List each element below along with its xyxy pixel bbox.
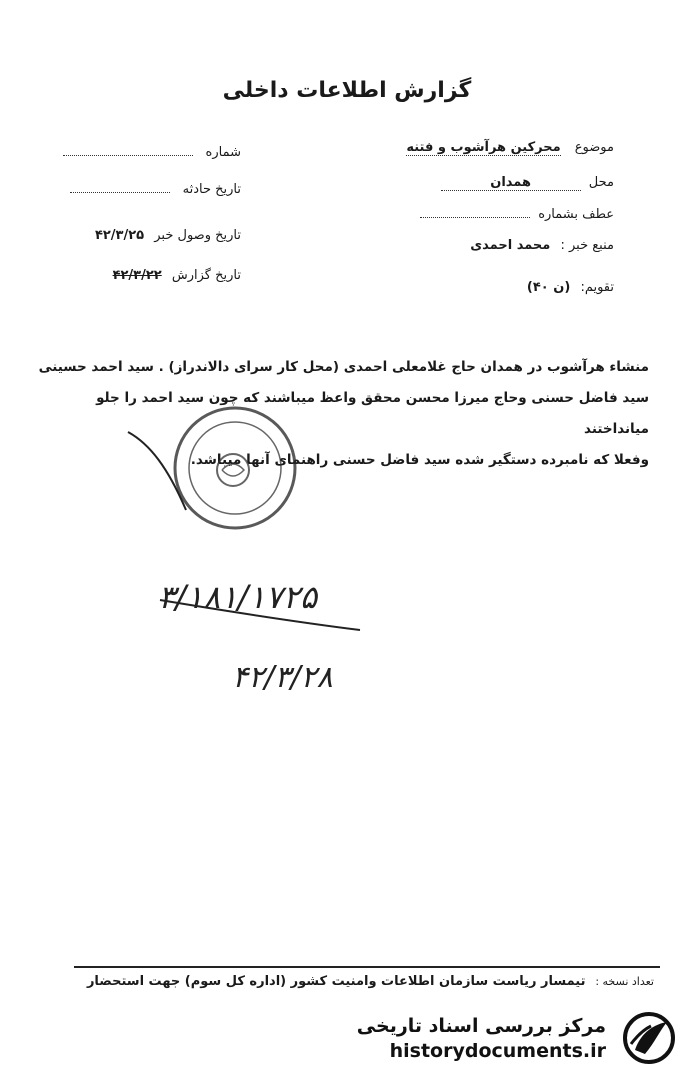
body-line: سید فاضل حسنی وحاج میرزا محسن محقق واعظ میباشند که چون سید احمد را جلو میانداختند	[96, 390, 649, 437]
calendar-value: (ن ۴۰)	[526, 280, 571, 295]
handwritten-date: ۴۲/۳/۲۸	[232, 660, 333, 695]
subject-value: محرکین هرآشوب و فتنه	[406, 140, 561, 155]
place-value: همدان	[441, 175, 581, 191]
report-date-value: ۴۲/۳/۲۲	[112, 268, 162, 283]
receipt-date-value: ۴۲/۳/۲۵	[94, 228, 145, 243]
receipt-date-label: تاریخ وصول خبر	[154, 228, 241, 243]
body-line: وفعلا که نامبرده دستگیر شده سید فاضل حسنی راهنمای آنها میباشد.	[190, 452, 649, 468]
stamp-signature-stroke	[128, 432, 186, 510]
copies-footer	[87, 974, 654, 989]
watermark-name: مرکز بررسی اسناد تاریخی	[356, 1015, 606, 1037]
watermark-url: historydocuments.ir	[389, 1040, 606, 1062]
document-title: گزارش اطلاعات داخلی	[222, 78, 472, 103]
copies-label: تعداد نسخه :	[595, 975, 654, 988]
official-stamp	[175, 408, 295, 528]
place-label: محل	[588, 175, 614, 190]
copies-recipient: تیمسار ریاست سازمان اطلاعات وامنیت کشور (اداره کل سوم) جهت استحضار	[86, 974, 586, 989]
source-value: محمد احمدی	[470, 238, 551, 253]
reference-label: عطف بشماره	[538, 207, 614, 222]
archive-logo-icon	[615, 1010, 683, 1066]
footer-divider	[74, 966, 660, 968]
source-label: منبع خبر :	[560, 238, 614, 253]
incident-date-label: تاریخ حادثه	[182, 182, 241, 197]
body-line: منشاء هرآشوب در همدان حاج غلامعلی احمدی (محل کار سرای دالاندراز) . سید احمد حسینی	[38, 359, 649, 375]
report-date-label: تاریخ گزارش	[171, 268, 241, 283]
subject-label: موضوع	[574, 140, 614, 155]
number-label: شماره	[205, 145, 241, 160]
calendar-label: تقویم:	[580, 280, 614, 295]
handwritten-registration: ۳/۱۸۱/۱۷۲۵	[158, 578, 318, 616]
